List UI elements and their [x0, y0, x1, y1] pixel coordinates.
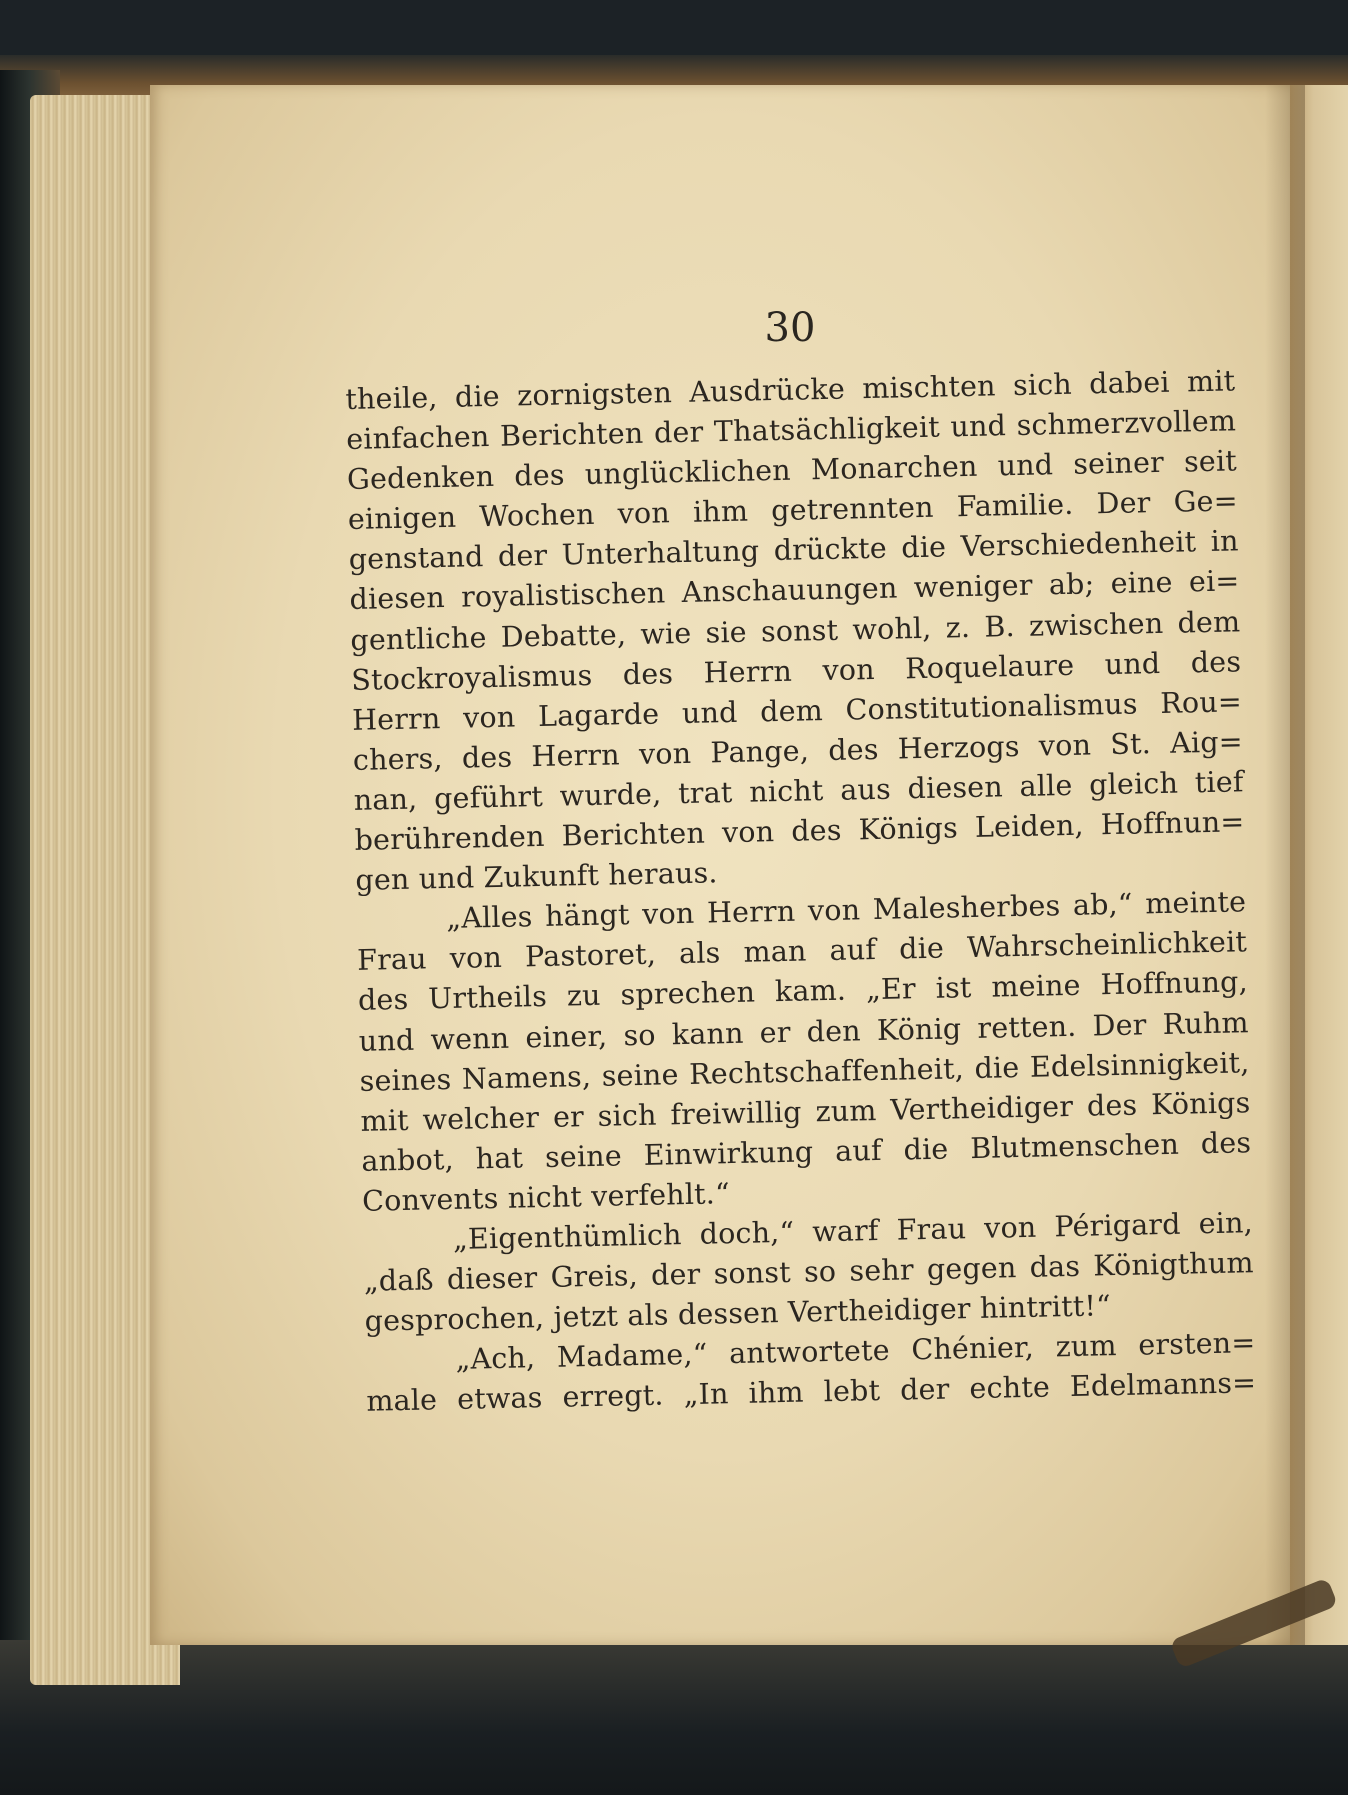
- book-cover-bottom: [0, 1640, 1348, 1795]
- text-line: mit welcher er sich freiwillig zum Vertheidiger des Königs: [360, 1085, 1251, 1138]
- text-line: berührenden Berichten von des Königs Leiden, Hoffnun=: [354, 805, 1245, 857]
- text-line: chers, des Herrn von Pange, des Herzogs von St. Aig=: [352, 725, 1244, 777]
- text-line: Convents nicht verfehlt.“: [361, 1176, 731, 1218]
- text-line: „Eigenthümlich doch,“ warf Frau von Périgard ein,: [452, 1206, 1254, 1256]
- text-line: gesprochen, jetzt als dessen Vertheidiger hintritt!“: [364, 1289, 1112, 1338]
- text-line: einigen Wochen von ihm getrennten Familie. Der Ge=: [347, 484, 1239, 537]
- text-line: anbot, hat seine Einwirkung auf die Blutmenschen des: [361, 1125, 1252, 1178]
- text-line: diesen royalistischen Anschauungen weniger ab; eine ei=: [349, 564, 1240, 617]
- page-text: [345, 361, 1257, 1422]
- text-line: Gedenken des unglücklichen Monarchen und seiner seit: [346, 444, 1238, 497]
- text-line: seines Namens, seine Rechtschaffenheit, die Edelsinnigkeit,: [359, 1045, 1250, 1098]
- text-line: und wenn einer, so kann er den König retten. Der Ruhm: [358, 1005, 1249, 1058]
- text-line: male etwas erregt. „In ihm lebt der echte Edelmanns=: [366, 1366, 1257, 1419]
- text-line: genstand der Unterhaltung drückte die Verschiedenheit in: [348, 524, 1239, 577]
- gutter-shadow: [1265, 85, 1305, 1645]
- page-number: 30: [764, 305, 816, 351]
- text-line: gen und Zukunft heraus.: [355, 856, 718, 898]
- text-line: „Ach, Madame,“ antwortete Chénier, zum ersten=: [455, 1326, 1256, 1377]
- text-line: nan, geführt wurde, trat nicht aus diesen alle gleich tief: [353, 765, 1244, 817]
- text-line: gentliche Debatte, wie sie sonst wohl, z. B. zwischen dem: [350, 604, 1241, 657]
- text-line: „Alles hängt von Herrn von Malesherbes ab,“ meinte: [445, 885, 1247, 936]
- text-line: theile, die zornigsten Ausdrücke mischten sich dabei mit: [345, 364, 1236, 416]
- text-line: des Urtheils zu sprechen kam. „Er ist meine Hoffnung,: [357, 965, 1249, 1018]
- text-line: einfachen Berichten der Thatsächligkeit und schmerzvollem: [345, 404, 1237, 457]
- text-line: „daß dieser Greis, der sonst so sehr gegen das Königthum: [363, 1246, 1255, 1298]
- text-line: Herrn von Lagarde und dem Constitutionalismus Rou=: [351, 685, 1243, 737]
- text-line: Frau von Pastoret, als man auf die Wahrscheinlichkeit: [356, 925, 1248, 978]
- text-line: Stockroyalismus des Herrn von Roquelaure und des: [350, 644, 1242, 697]
